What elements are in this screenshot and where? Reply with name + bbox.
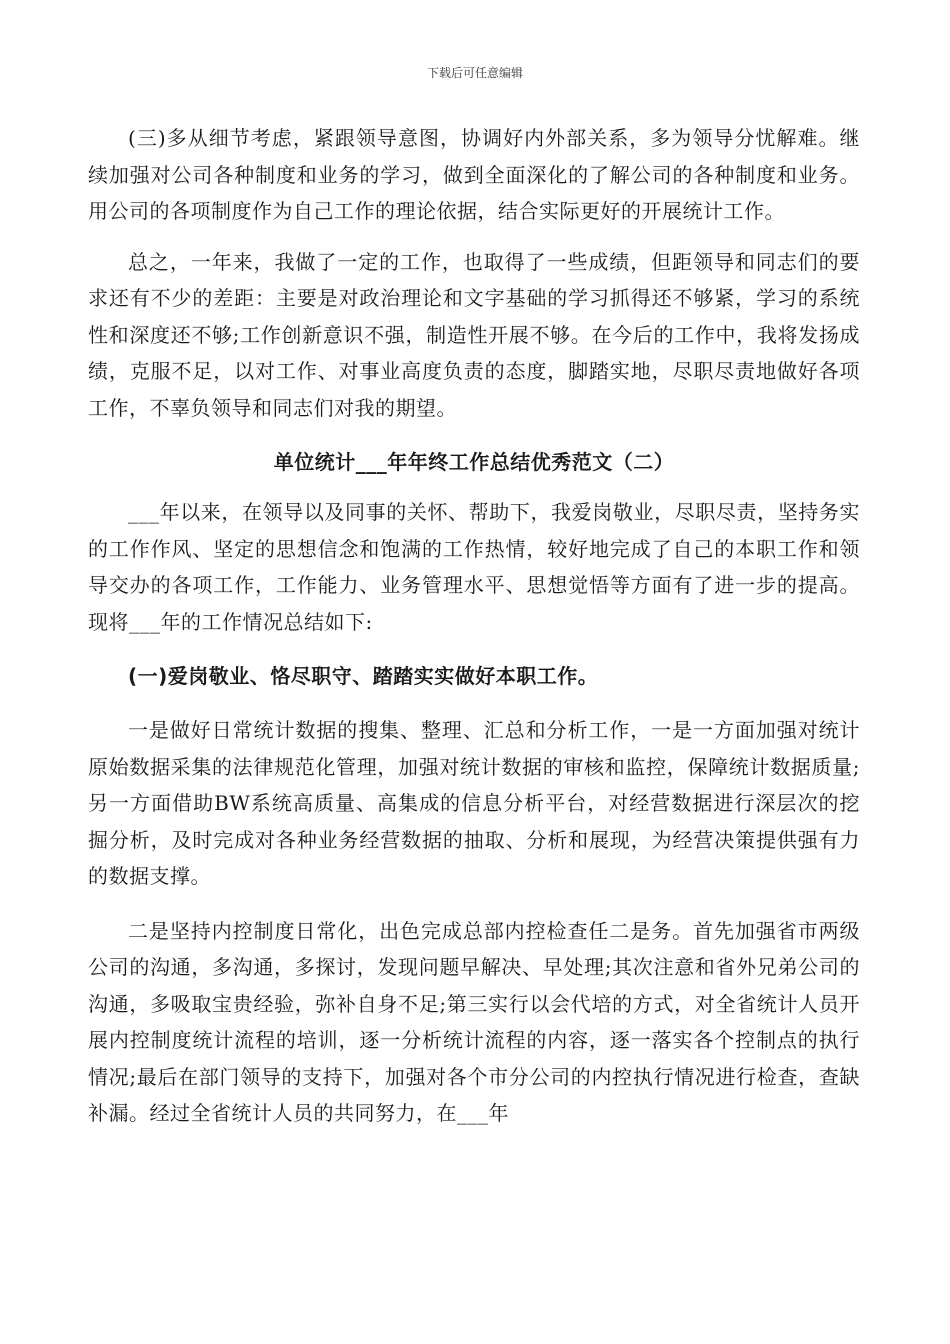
paragraph-conclusion: 总之，一年来，我做了一定的工作，也取得了一些成绩，但距领导和同志们的要求还有不少的差距：主要是对政治理论和文字基础的学习抓得还不够紧，学习的系统性和深度还不够;工作创新意识不强，制造性开展不够。在今后的工作中，我将发扬成绩，克服不足，以对工作、对事业高度负责的态度，脚踏实地，尽职尽责地做好各项工作，不辜负领导和同志们对我的期望。 (88, 249, 860, 420)
spacer (88, 895, 860, 913)
section-heading: (一)爱岗敬业、恪尽职守、踏踏实实做好本职工作。 (128, 664, 599, 688)
spacer (88, 480, 860, 494)
header-note: 下载后可任意编辑 (426, 66, 523, 80)
spacer (88, 694, 860, 712)
document-title: 单位统计___年年终工作总结优秀范文（二） (273, 450, 675, 474)
paragraph-internal-control: 二是坚持内控制度日常化，出色完成总部内控检查任二是务。首先加强省市两级公司的沟通，多沟通，多探讨，发现问题早解决、早处理;其次注意和省外兄弟公司的沟通，多吸取宝贵经验，弥补自身不足;第三实行以会代培的方式，对全省统计人员开展内控制度统计流程的培训，逐一分析统计流程的内容，逐一落实各个控制点的执行情况;最后在部门领导的支持下，加强对各个市分公司的内控执行情况进行检查，查缺补漏。经过全省统计人员的共同努力，在___年 (88, 918, 860, 1125)
document-body (88, 120, 860, 1132)
spacer (88, 426, 860, 444)
spacer (88, 230, 860, 244)
spacer (88, 640, 860, 658)
paragraph-statistics-data: 一是做好日常统计数据的搜集、整理、汇总和分析工作，一是一方面加强对统计原始数据采集的法律规范化管理，加强对统计数据的审核和监控，保障统计数据质量;另一方面借助BW系统高质量、高集成的信息分析平台，对经营数据进行深层次的挖掘分析，及时完成对各种业务经营数据的抽取、分析和展现，为经营决策提供强有力的数据支撑。 (88, 718, 860, 888)
paragraph-detail-work: (三)多从细节考虑，紧跟领导意图，协调好内外部关系，多为领导分忧解难。继续加强对公司各种制度和业务的学习，做到全面深化的了解公司的各种制度和业务。用公司的各项制度作为自己工作的理论依据，结合实际更好的开展统计工作。 (88, 126, 860, 223)
paragraph-intro: ___年以来，在领导以及同事的关怀、帮助下，我爱岗敬业，尽职尽责，坚持务实的工作作风、坚定的思想信念和饱满的工作热情，较好地完成了自己的本职工作和领导交办的各项工作，工作能力、业务管理水平、思想觉悟等方面有了进一步的提高。现将___年的工作情况总结如下: (88, 500, 860, 634)
